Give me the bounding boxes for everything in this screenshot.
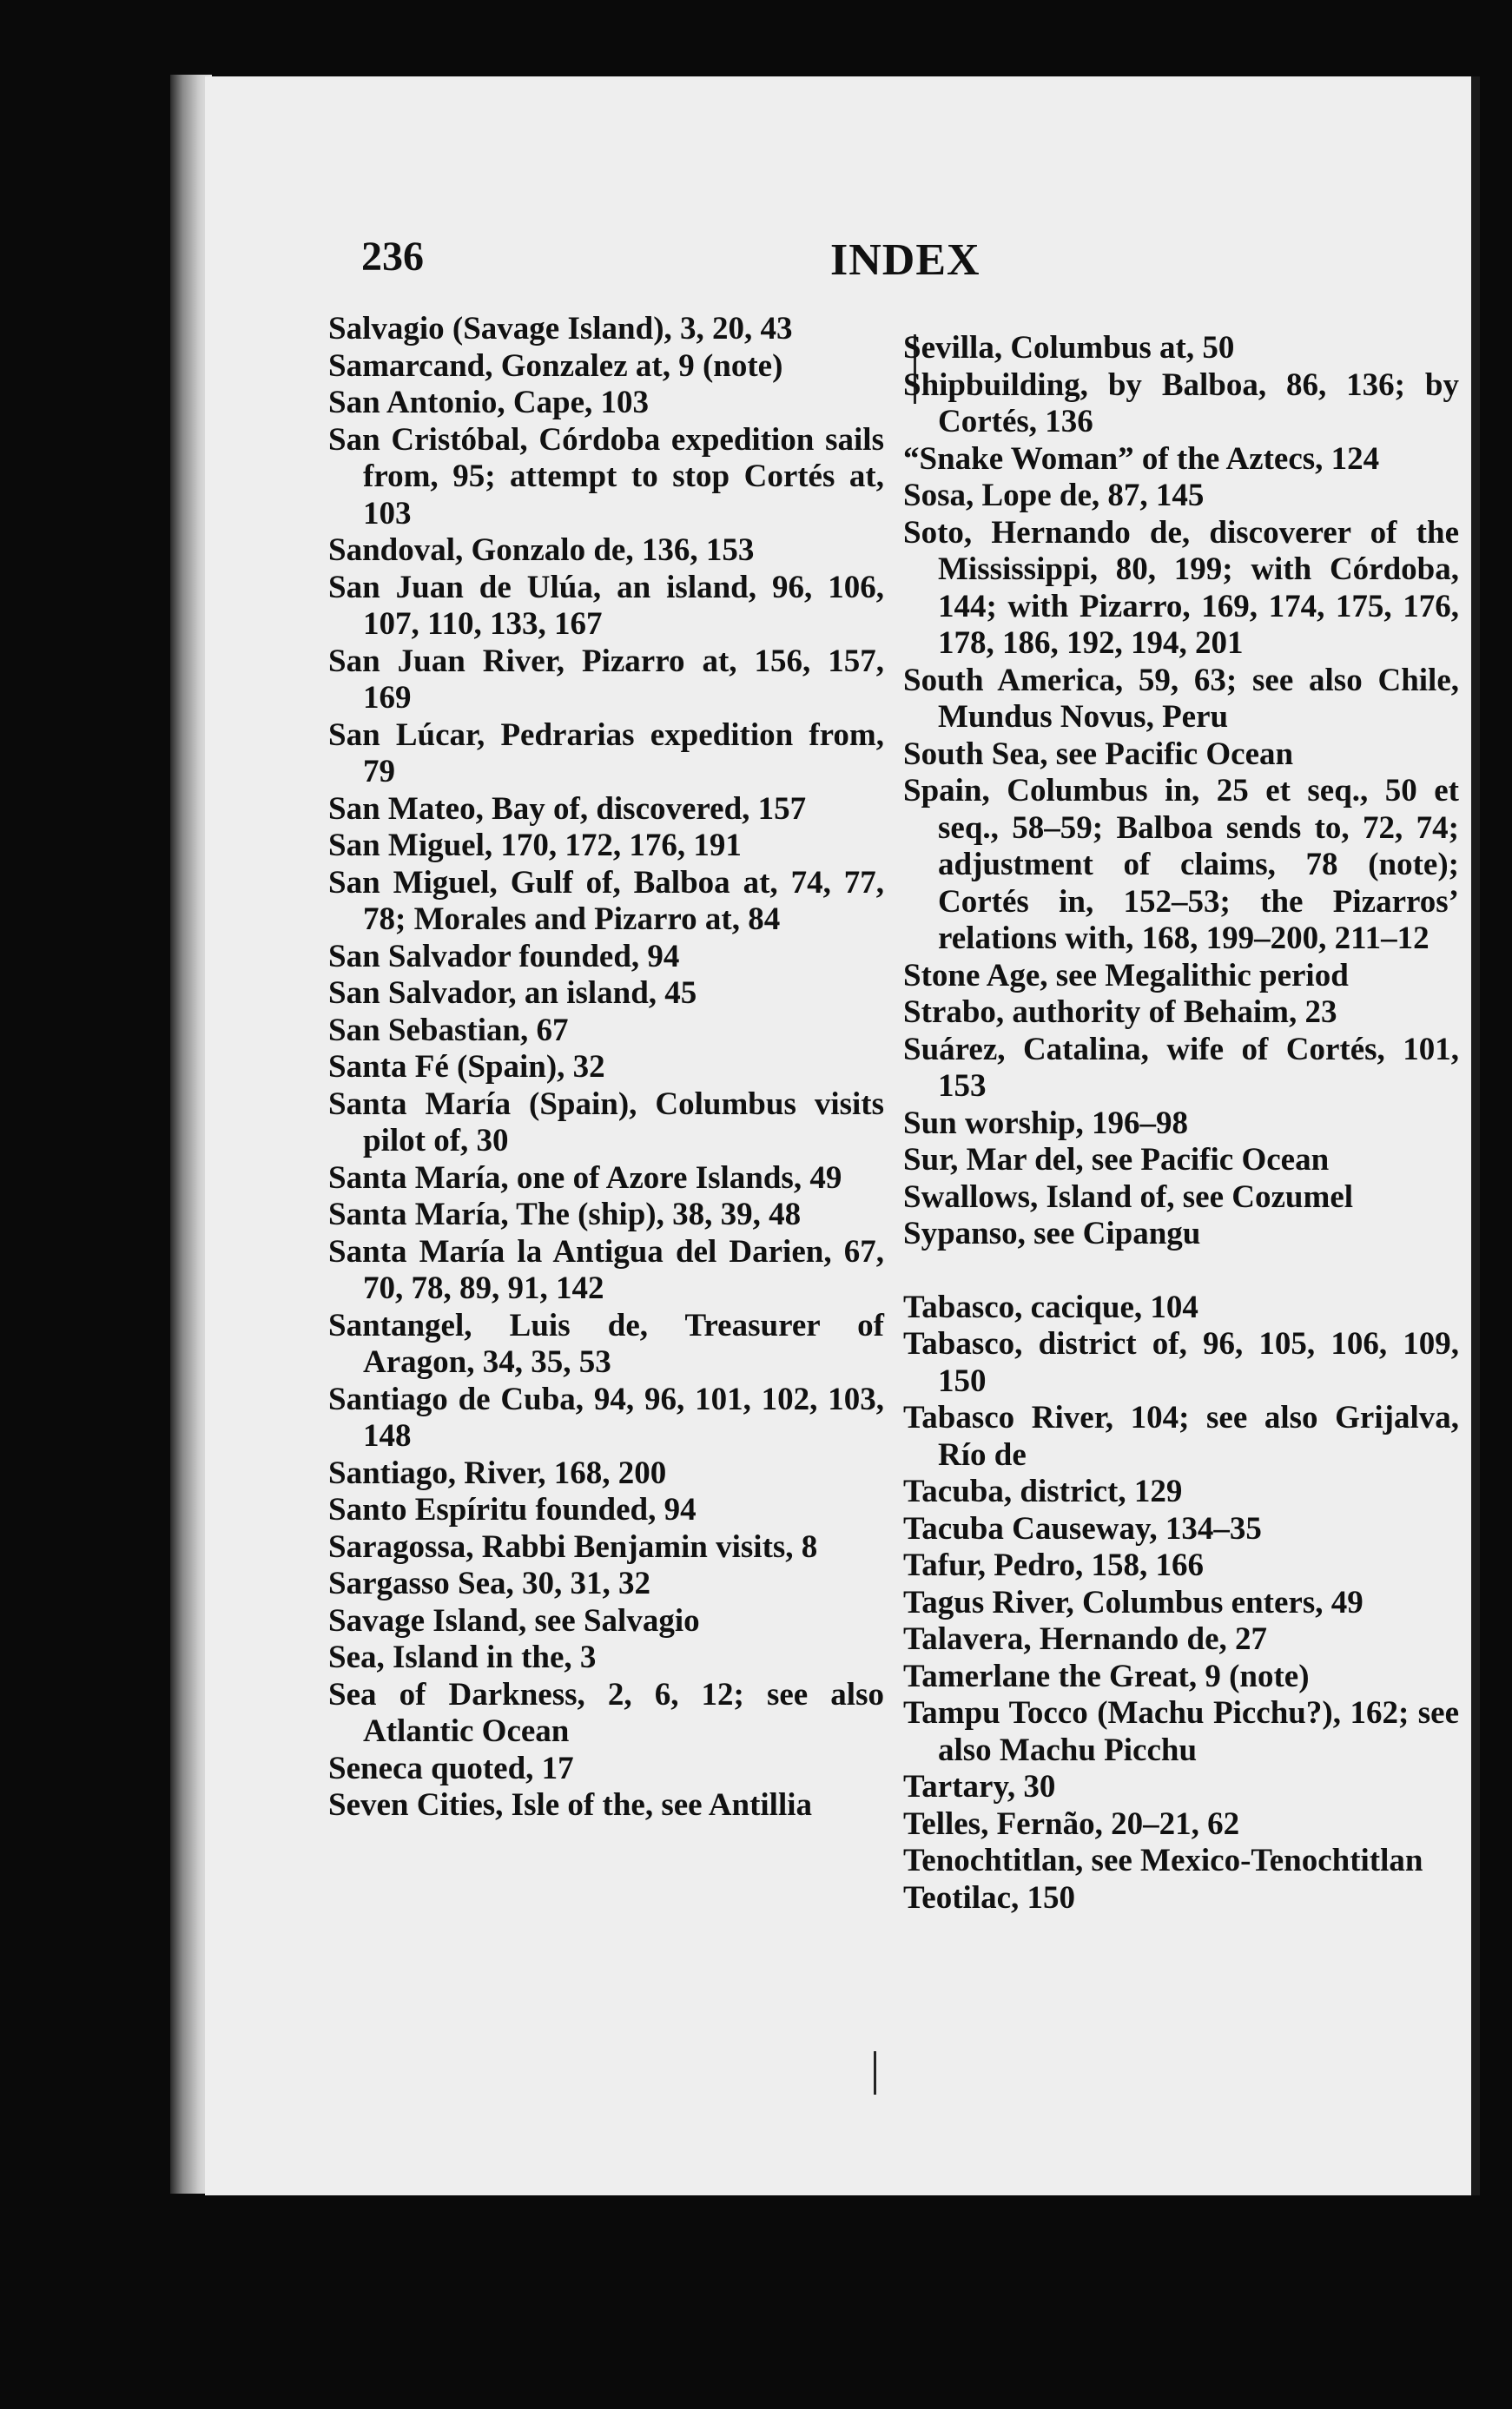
index-entry: Sea, Island in the, 3 — [328, 1640, 597, 1675]
index-entry: Sandoval, Gonzalo de, 136, 153 — [328, 532, 755, 568]
index-entry: Tabasco, cacique, 104 — [903, 1289, 1198, 1325]
index-entry: San Miguel, Gulf of, Balboa at, 74, 77, 78; Morales and Pizarro at, 84 — [328, 864, 884, 937]
index-entry: Tartary, 30 — [903, 1769, 1056, 1805]
index-entry: Tabasco, district of, 96, 105, 106, 109, 150 — [903, 1326, 1459, 1399]
index-entry: Tampu Tocco (Machu Picchu?), 162; see also Machu Picchu — [903, 1695, 1459, 1768]
index-entry: Seneca quoted, 17 — [328, 1750, 574, 1786]
letter-group-gap — [903, 1253, 1459, 1290]
index-entry: Sea of Darkness, 2, 6, 12; see also Atlantic Ocean — [328, 1676, 884, 1749]
index-entry: Santiago, River, 168, 200 — [328, 1455, 667, 1491]
index-entry: Santa María (Spain), Columbus visits pilot of, 30 — [328, 1086, 884, 1158]
index-entry: Savage Island, see Salvagio — [328, 1602, 700, 1639]
index-entry: San Salvador founded, 94 — [328, 938, 680, 974]
index-entry: Santangel, Luis de, Treasurer of Aragon, 34, 35, 53 — [328, 1307, 884, 1380]
index-column-right — [903, 330, 1459, 1917]
index-entry: Strabo, authority of Behaim, 23 — [903, 994, 1337, 1030]
index-entry: Telles, Fernão, 20–21, 62 — [903, 1805, 1240, 1842]
index-entry: Tamerlane the Great, 9 (note) — [903, 1658, 1310, 1694]
index-entry: Tagus River, Columbus enters, 49 — [903, 1584, 1363, 1620]
page-right-edge — [1471, 76, 1480, 2195]
index-entry: Salvagio (Savage Island), 3, 20, 43 — [328, 311, 793, 346]
index-entry: Sevilla, Columbus at, 50 — [903, 330, 1235, 366]
index-entry: Saragossa, Rabbi Benjamin visits, 8 — [328, 1528, 818, 1565]
running-head: INDEX — [830, 235, 980, 285]
page-header — [361, 233, 1021, 302]
index-entry: Suárez, Catalina, wife of Cortés, 101, 153 — [903, 1031, 1459, 1104]
index-entry: San Miguel, 170, 172, 176, 191 — [328, 828, 742, 863]
index-entry: Santa Fé (Spain), 32 — [328, 1049, 605, 1085]
index-entry: Spain, Columbus in, 25 et seq., 50 et seq., 58–59; Balboa sends to, 72, 74; adjustment of claims, 78 (note); Cortés in, 152–53; the Pizarros’ relations with, 168, 199–200, 211–12 — [903, 773, 1459, 956]
index-entry: Tacuba, district, 129 — [903, 1474, 1183, 1509]
index-entry: Sypanso, see Cipangu — [903, 1216, 1201, 1251]
index-entry: “Snake Woman” of the Aztecs, 124 — [903, 440, 1380, 477]
index-entry: San Mateo, Bay of, discovered, 157 — [328, 790, 807, 827]
index-entry: Santa María, The (ship), 38, 39, 48 — [328, 1197, 802, 1232]
index-entry: Stone Age, see Megalithic period — [903, 957, 1349, 993]
index-entry: Tabasco River, 104; see also Grijalva, Río de — [903, 1400, 1459, 1473]
index-entry: San Lúcar, Pedrarias expedition from, 79 — [328, 716, 884, 789]
index-entry: Seven Cities, Isle of the, see Antillia — [328, 1787, 813, 1823]
index-entry: Sargasso Sea, 30, 31, 32 — [328, 1566, 651, 1601]
index-entry: Sun worship, 196–98 — [903, 1105, 1188, 1141]
index-entry: Tafur, Pedro, 158, 166 — [903, 1548, 1205, 1583]
index-entry: Swallows, Island of, see Cozumel — [903, 1178, 1354, 1215]
index-entry: San Salvador, an island, 45 — [328, 975, 697, 1011]
index-entry: Sur, Mar del, see Pacific Ocean — [903, 1142, 1330, 1178]
index-entry: Tenochtitlan, see Mexico-Tenochtitlan — [903, 1843, 1423, 1878]
index-entry: San Juan de Ulúa, an island, 96, 106, 107, 110, 133, 167 — [328, 569, 884, 642]
index-entry: Soto, Hernando de, discoverer of the Mississippi, 80, 199; with Córdoba, 144; with Pizarro, 169, 174, 175, 176, 178, 186, 192, 194, 201 — [903, 514, 1459, 661]
index-entry: Teotilac, 150 — [903, 1879, 1076, 1916]
index-entry: Shipbuilding, by Balboa, 86, 136; by Cortés, 136 — [903, 366, 1459, 439]
index-entry: Santa María, one of Azore Islands, 49 — [328, 1159, 842, 1196]
index-entry: San Sebastian, 67 — [328, 1012, 569, 1048]
index-entry: Talavera, Hernando de, 27 — [903, 1621, 1268, 1657]
index-entry: South America, 59, 63; see also Chile, Mundus Novus, Peru — [903, 662, 1459, 735]
index-entry: Santiago de Cuba, 94, 96, 101, 102, 103, 148 — [328, 1381, 884, 1454]
index-entry: San Cristóbal, Córdoba expedition sails from, 95; attempt to stop Cortés at, 103 — [328, 421, 884, 531]
column-rule-bottom — [874, 2051, 876, 2095]
index-entry: South Sea, see Pacific Ocean — [903, 736, 1294, 772]
index-entry: Santa María la Antigua del Darien, 67, 70, 78, 89, 91, 142 — [328, 1233, 884, 1306]
index-entry: San Juan River, Pizarro at, 156, 157, 169 — [328, 643, 884, 716]
page-number: 236 — [361, 234, 424, 280]
index-entry: Samarcand, Gonzalez at, 9 (note) — [328, 347, 783, 384]
index-entry: Santo Espíritu founded, 94 — [328, 1492, 697, 1528]
index-column-left — [328, 311, 884, 1825]
index-entry: San Antonio, Cape, 103 — [328, 385, 650, 420]
index-entry: Tacuba Causeway, 134–35 — [903, 1510, 1262, 1547]
index-entry: Sosa, Lope de, 87, 145 — [903, 478, 1205, 513]
